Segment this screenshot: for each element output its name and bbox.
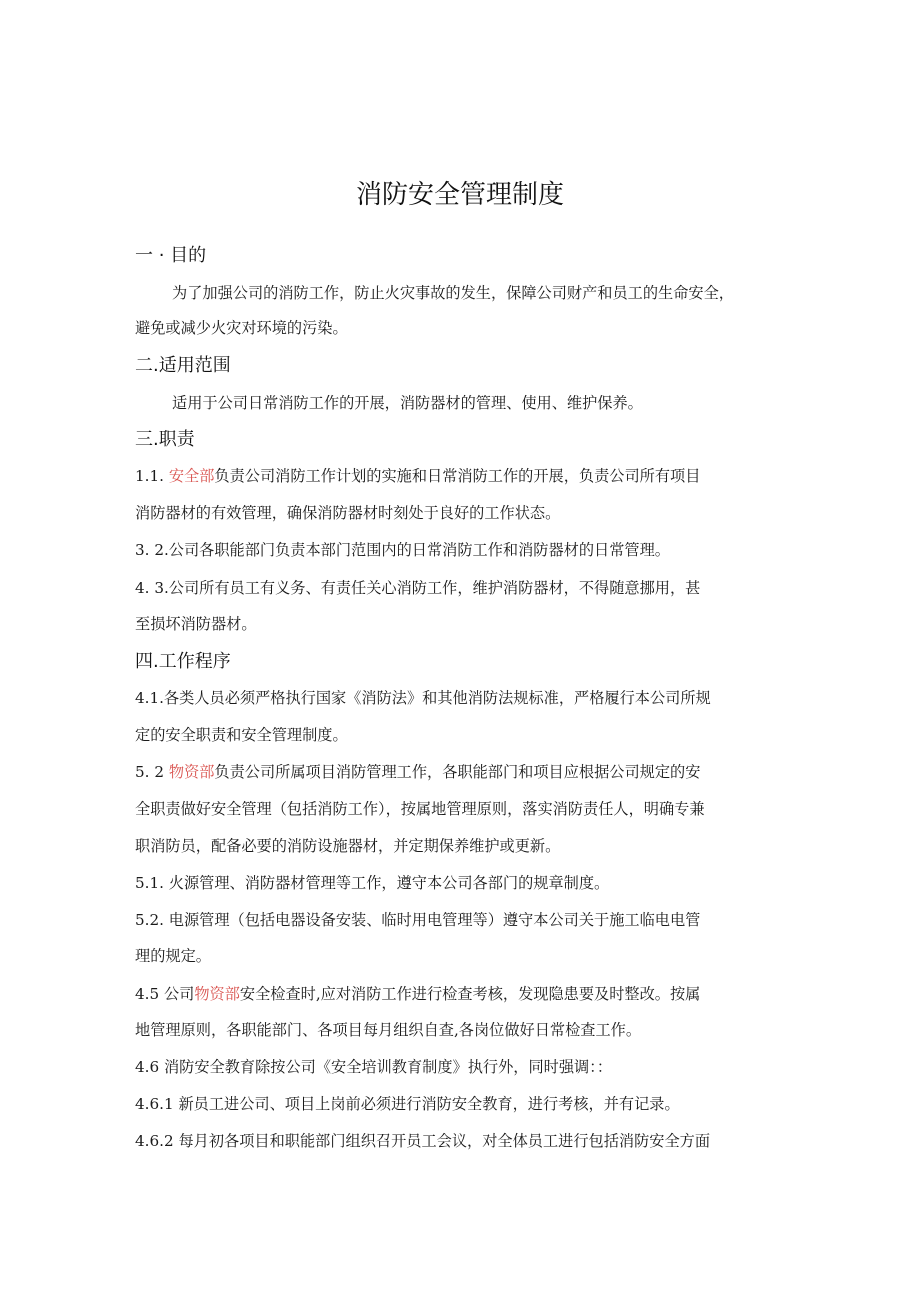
procedure-4-1-line-1: 4.1.各类人员必须严格执行国家《消防法》和其他消防法规标准，严格履行本公司所规 [135, 689, 711, 707]
procedure-4-5-text: 安全检查时,应对消防工作进行检查考核，发现隐患要及时整改。按属 [239, 985, 701, 1003]
section-heading-procedure: 四.工作程序 [135, 651, 231, 672]
purpose-line-2: 避免或减少火灾对环境的污染。 [135, 319, 348, 337]
procedure-4-5-line-1 [135, 982, 700, 1006]
duty-item-1-line-2: 消防器材的有效管理，确保消防器材时刻处于良好的工作状态。 [135, 504, 561, 522]
procedure-4-6: 4.6 消防安全教育除按公司《安全培训教育制度》执行外，同时强调：： [135, 1058, 613, 1076]
procedure-4-5-line-2: 地管理原则，各职能部门、各项目每月组织自查,各岗位做好日常检查工作。 [135, 1021, 642, 1039]
duty-item-2: 3. 2.公司各职能部门负责本部门范围内的日常消防工作和消防器材的日常管理。 [135, 541, 670, 559]
purpose-line-1: 为了加强公司的消防工作，防止火灾事故的发生，保障公司财产和员工的生命安全， [172, 284, 734, 302]
procedure-4-1-line-2: 定的安全职责和安全管理制度。 [135, 726, 348, 744]
procedure-5-2-line-3: 职消防员，配备必要的消防设施器材，并定期保养维护或更新。 [135, 837, 561, 855]
section-heading-purpose: 一 · 目的 [135, 245, 207, 266]
duty-item-1-line-1 [135, 464, 700, 488]
procedure-5-2-prefix: 5. 2 [135, 763, 169, 781]
department-name-materials-2: 物资部 [194, 985, 240, 1003]
duty-item-3-line-2: 至损坏消防器材。 [135, 615, 257, 633]
section-heading-duties: 三.职责 [135, 429, 195, 450]
procedure-5-2b-line-1: 5.2. 电源管理（包括电器设备安装、临时用电管理等）遵守本公司关于施工临电电管 [135, 911, 701, 929]
procedure-4-5-prefix: 4.5 公司 [135, 985, 195, 1003]
procedure-4-6-1: 4.6.1 新员工进公司、项目上岗前必须进行消防安全教育，进行考核，并有记录。 [135, 1095, 680, 1113]
department-name-security: 安全部 [168, 467, 215, 485]
duty-item-3-line-1: 4. 3.公司所有员工有义务、有责任关心消防工作，维护消防器材，不得随意挪用，甚 [135, 579, 701, 597]
procedure-5-1: 5.1. 火源管理、消防器材管理等工作，遵守本公司各部门的规章制度。 [135, 874, 610, 892]
procedure-5-2-line-2: 全职责做好安全管理（包括消防工作），按属地管理原则，落实消防责任人，明确专兼 [135, 800, 705, 818]
procedure-4-6-2: 4.6.2 每月初各项目和职能部门组织召开员工会议，对全体员工进行包括消防安全方面 [135, 1132, 711, 1150]
procedure-5-2-line-1 [135, 760, 700, 784]
procedure-5-2b-line-2: 理的规定。 [135, 947, 211, 965]
duty-item-1-prefix: 1.1. [135, 467, 169, 485]
scope-line-1: 适用于公司日常消防工作的开展，消防器材的管理、使用、维护保养。 [172, 394, 643, 412]
duty-item-1-text: 负责公司消防工作计划的实施和日常消防工作的开展，负责公司所有项目 [214, 467, 701, 485]
department-name-materials: 物资部 [168, 763, 215, 781]
page-title: 消防安全管理制度 [355, 180, 564, 210]
section-heading-scope: 二.适用范围 [135, 355, 231, 376]
procedure-5-2-text: 负责公司所属项目消防管理工作，各职能部门和项目应根据公司规定的安 [214, 763, 701, 781]
